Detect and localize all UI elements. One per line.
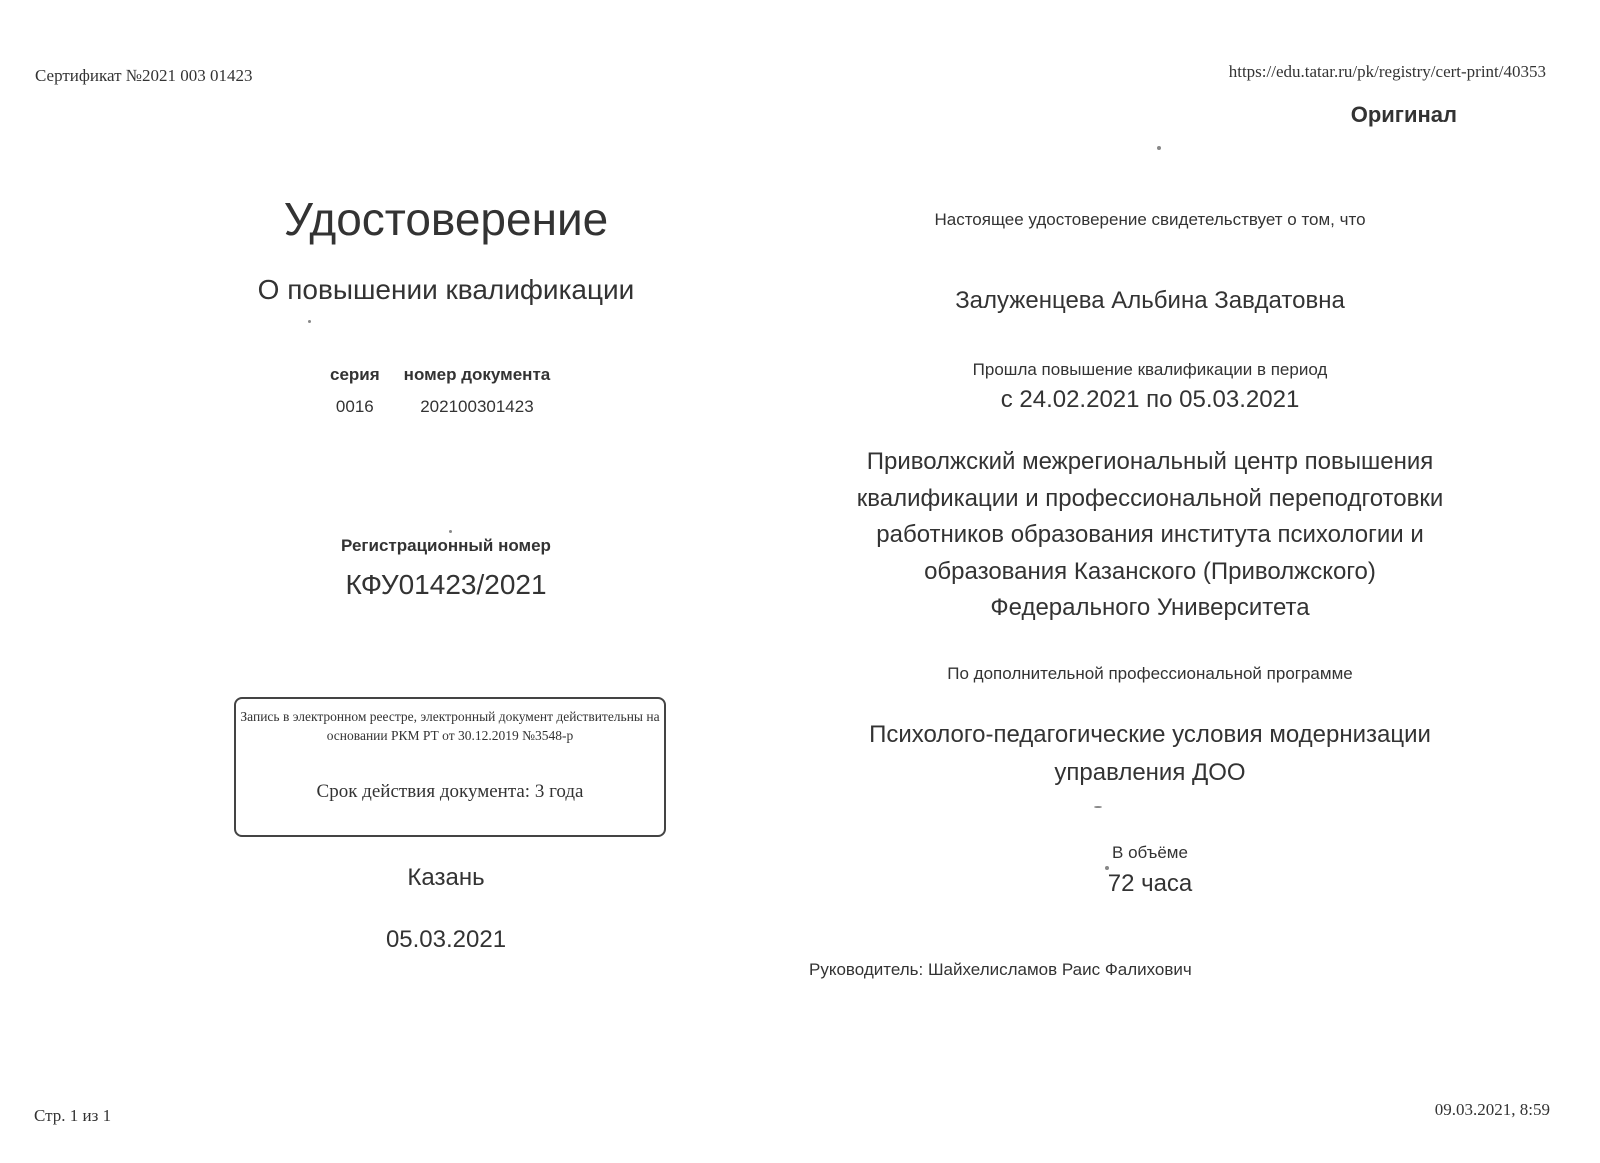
training-period: с 24.02.2021 по 05.03.2021 bbox=[1000, 386, 1300, 413]
series-value: 0016 bbox=[335, 397, 374, 416]
scan-speck bbox=[1105, 866, 1109, 870]
page-number: Стр. 1 из 1 bbox=[34, 1106, 112, 1125]
head-signature-line: Руководитель: Шайхелисламов Раис Фалихович bbox=[809, 960, 1192, 979]
holder-name: Залуженцева Альбина Завдатовна bbox=[955, 287, 1345, 314]
document-number-table bbox=[318, 365, 562, 417]
series-header: серия bbox=[330, 365, 380, 384]
scan-speck bbox=[308, 320, 311, 323]
period-label: Прошла повышение квалификации в период bbox=[972, 360, 1328, 379]
volume-label: В объёме bbox=[1112, 843, 1188, 862]
issue-date: 05.03.2021 bbox=[385, 926, 507, 953]
organization-name bbox=[820, 444, 1480, 627]
print-url: https://edu.tatar.ru/pk/registry/cert-print/40353 bbox=[1228, 62, 1546, 81]
number-header: номер документа bbox=[403, 365, 551, 384]
organization-line: квалификации и профессиональной переподготовки bbox=[856, 484, 1444, 512]
original-mark: Оригинал bbox=[1350, 102, 1457, 127]
issue-city: Казань bbox=[407, 864, 485, 891]
number-value: 202100301423 bbox=[420, 397, 534, 416]
program-line: управления ДОО bbox=[1054, 759, 1246, 786]
scan-speck bbox=[1157, 146, 1161, 150]
stamp-validity-text: Срок действия документа: 3 года bbox=[316, 781, 584, 802]
organization-line: образования Казанского (Приволжского) bbox=[924, 557, 1376, 585]
program-name bbox=[820, 716, 1480, 792]
print-timestamp: 09.03.2021, 8:59 bbox=[1434, 1100, 1550, 1119]
registration-number: КФУ01423/2021 bbox=[345, 569, 547, 600]
registration-label: Регистрационный номер bbox=[341, 536, 551, 555]
scan-speck bbox=[1094, 806, 1102, 808]
registry-stamp bbox=[234, 697, 666, 837]
organization-line: Федерального Университета bbox=[990, 594, 1310, 621]
stamp-registry-text: Запись в электронном реестре, электронный документ действительны на основании РКМ РТ от 30.12.2019 №3548-р bbox=[240, 709, 660, 743]
volume-hours: 72 часа bbox=[1107, 870, 1193, 897]
intro-text: Настоящее удостоверение свидетельствует о том, что bbox=[934, 210, 1366, 229]
organization-line: работников образования института психологии и bbox=[876, 521, 1424, 548]
program-label: По дополнительной профессиональной программе bbox=[947, 664, 1353, 683]
document-title: Удостоверение bbox=[283, 193, 609, 245]
scan-speck bbox=[449, 530, 452, 533]
certificate-number: Сертификат №2021 003 01423 bbox=[35, 66, 253, 85]
organization-line: Приволжский межрегиональный центр повышения bbox=[866, 448, 1434, 475]
program-line: Психолого-педагогические условия модернизации bbox=[869, 721, 1431, 748]
document-subtitle: О повышении квалификации bbox=[257, 274, 635, 305]
